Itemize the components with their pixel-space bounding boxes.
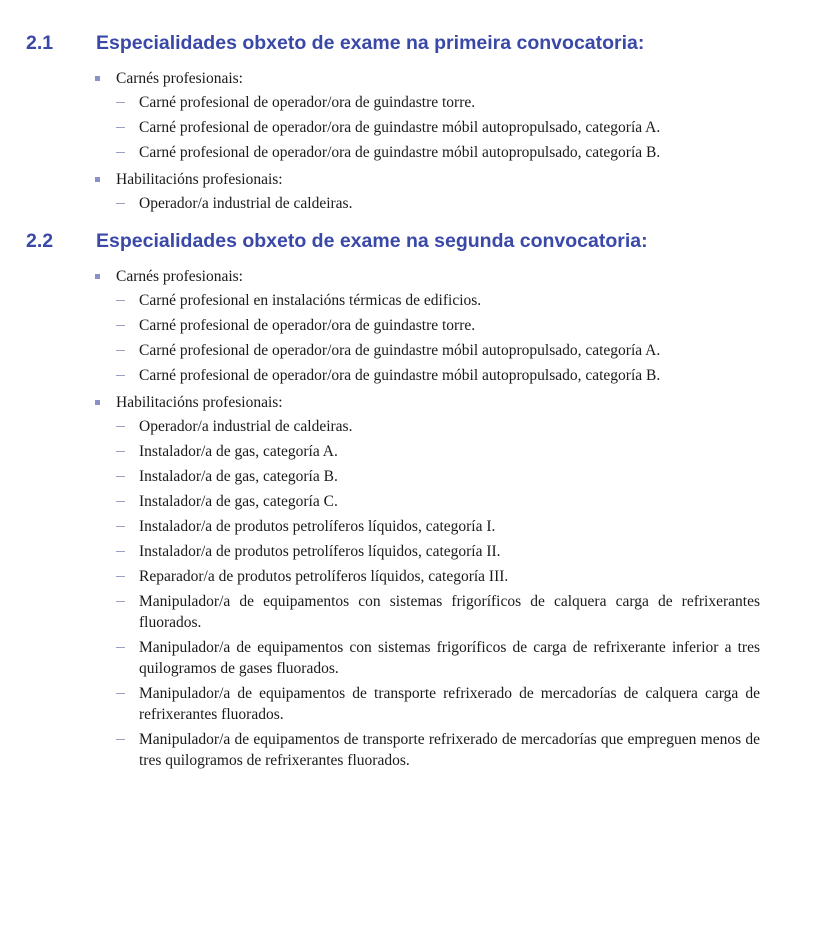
list-item-text: Instalador/a de gas, categoría C. bbox=[139, 493, 338, 510]
list-item bbox=[0, 290, 760, 311]
list-item-text: Reparador/a de produtos petrolíferos líquidos, categoría III. bbox=[139, 568, 509, 585]
dash-bullet-icon bbox=[116, 601, 125, 602]
list-item bbox=[0, 637, 760, 679]
list-item bbox=[0, 117, 680, 138]
list-item-text: Operador/a industrial de caldeiras. bbox=[139, 195, 353, 212]
list-item-text: Carné profesional de operador/ora de guindastre móbil autopropulsado, categoría A. bbox=[139, 119, 661, 136]
list-item-text: Instalador/a de produtos petrolíferos líquidos, categoría II. bbox=[139, 543, 501, 560]
dash-bullet-icon bbox=[116, 693, 125, 694]
section-number: 2.2 bbox=[26, 230, 54, 252]
dash-bullet-icon bbox=[116, 476, 125, 477]
group-habilitacions bbox=[0, 169, 828, 214]
list-item bbox=[0, 516, 760, 537]
section-number: 2.1 bbox=[26, 32, 54, 54]
list-item bbox=[0, 491, 760, 512]
group-header bbox=[0, 266, 828, 290]
group-carnes bbox=[0, 266, 828, 386]
list-item bbox=[0, 365, 680, 386]
square-bullet-icon bbox=[95, 274, 100, 279]
list-item bbox=[0, 193, 760, 214]
dash-bullet-icon bbox=[116, 551, 125, 552]
dash-bullet-icon bbox=[116, 325, 125, 326]
list-item bbox=[0, 683, 760, 725]
list-item-text: Manipulador/a de equipamentos de transporte refrixerado de mercadorías que empreguen menos de tres quilogramos de refrixerantes fluorados. bbox=[139, 731, 760, 769]
dash-bullet-icon bbox=[116, 451, 125, 452]
dash-bullet-icon bbox=[116, 152, 125, 153]
square-bullet-icon bbox=[95, 76, 100, 81]
list-item bbox=[0, 591, 760, 633]
list-item-text: Carné profesional de operador/ora de guindastre torre. bbox=[139, 317, 476, 334]
dash-bullet-icon bbox=[116, 300, 125, 301]
list-item-text: Manipulador/a de equipamentos con sistemas frigoríficos de carga de refrixerante inferior a tres quilogramos de gases fluorados. bbox=[139, 639, 760, 677]
group-habilitacions bbox=[0, 392, 828, 771]
dash-bullet-icon bbox=[116, 350, 125, 351]
section-2-2 bbox=[0, 228, 828, 771]
dash-bullet-icon bbox=[116, 647, 125, 648]
list-item-text: Carné profesional de operador/ora de guindastre torre. bbox=[139, 94, 476, 111]
dash-bullet-icon bbox=[116, 526, 125, 527]
list-item bbox=[0, 340, 680, 361]
section-2-1 bbox=[0, 30, 828, 214]
group-header bbox=[0, 169, 828, 193]
list-item bbox=[0, 142, 680, 163]
list-item-text: Carné profesional de operador/ora de guindastre móbil autopropulsado, categoría B. bbox=[139, 144, 661, 161]
list-item bbox=[0, 315, 760, 336]
list-item bbox=[0, 441, 760, 462]
list-item bbox=[0, 466, 760, 487]
list-item-text: Instalador/a de gas, categoría B. bbox=[139, 468, 338, 485]
group-label: Carnés profesionais: bbox=[116, 268, 243, 285]
dash-bullet-icon bbox=[116, 375, 125, 376]
dash-bullet-icon bbox=[116, 127, 125, 128]
dash-bullet-icon bbox=[116, 203, 125, 204]
list-item-text: Operador/a industrial de caldeiras. bbox=[139, 418, 353, 435]
section-title: Especialidades obxeto de exame na segunda convocatoria: bbox=[96, 230, 648, 252]
group-header bbox=[0, 68, 828, 92]
section-heading bbox=[0, 30, 828, 56]
list-item-text: Carné profesional de operador/ora de guindastre móbil autopropulsado, categoría A. bbox=[139, 342, 661, 359]
group-label: Habilitacións profesionais: bbox=[116, 171, 283, 188]
list-item-text: Instalador/a de produtos petrolíferos líquidos, categoría I. bbox=[139, 518, 496, 535]
section-title: Especialidades obxeto de exame na primeira convocatoria: bbox=[96, 32, 645, 54]
dash-bullet-icon bbox=[116, 739, 125, 740]
list-item-text: Carné profesional de operador/ora de guindastre móbil autopropulsado, categoría B. bbox=[139, 367, 661, 384]
group-label: Habilitacións profesionais: bbox=[116, 394, 283, 411]
square-bullet-icon bbox=[95, 177, 100, 182]
list-item-text: Carné profesional en instalacións térmicas de edificios. bbox=[139, 292, 482, 309]
list-item-text: Manipulador/a de equipamentos de transporte refrixerado de mercadorías de calquera carga de refrixerantes fluorados. bbox=[139, 685, 760, 723]
dash-bullet-icon bbox=[116, 576, 125, 577]
dash-bullet-icon bbox=[116, 501, 125, 502]
list-item-text: Instalador/a de gas, categoría A. bbox=[139, 443, 338, 460]
list-item bbox=[0, 566, 760, 587]
dash-bullet-icon bbox=[116, 102, 125, 103]
list-item bbox=[0, 92, 760, 113]
group-label: Carnés profesionais: bbox=[116, 70, 243, 87]
section-heading bbox=[0, 228, 828, 254]
square-bullet-icon bbox=[95, 400, 100, 405]
group-carnes bbox=[0, 68, 828, 163]
dash-bullet-icon bbox=[116, 426, 125, 427]
group-header bbox=[0, 392, 828, 416]
list-item bbox=[0, 541, 760, 562]
list-item-text: Manipulador/a de equipamentos con sistemas frigoríficos de calquera carga de refrixerantes fluorados. bbox=[139, 593, 760, 631]
list-item bbox=[0, 416, 760, 437]
list-item bbox=[0, 729, 760, 771]
